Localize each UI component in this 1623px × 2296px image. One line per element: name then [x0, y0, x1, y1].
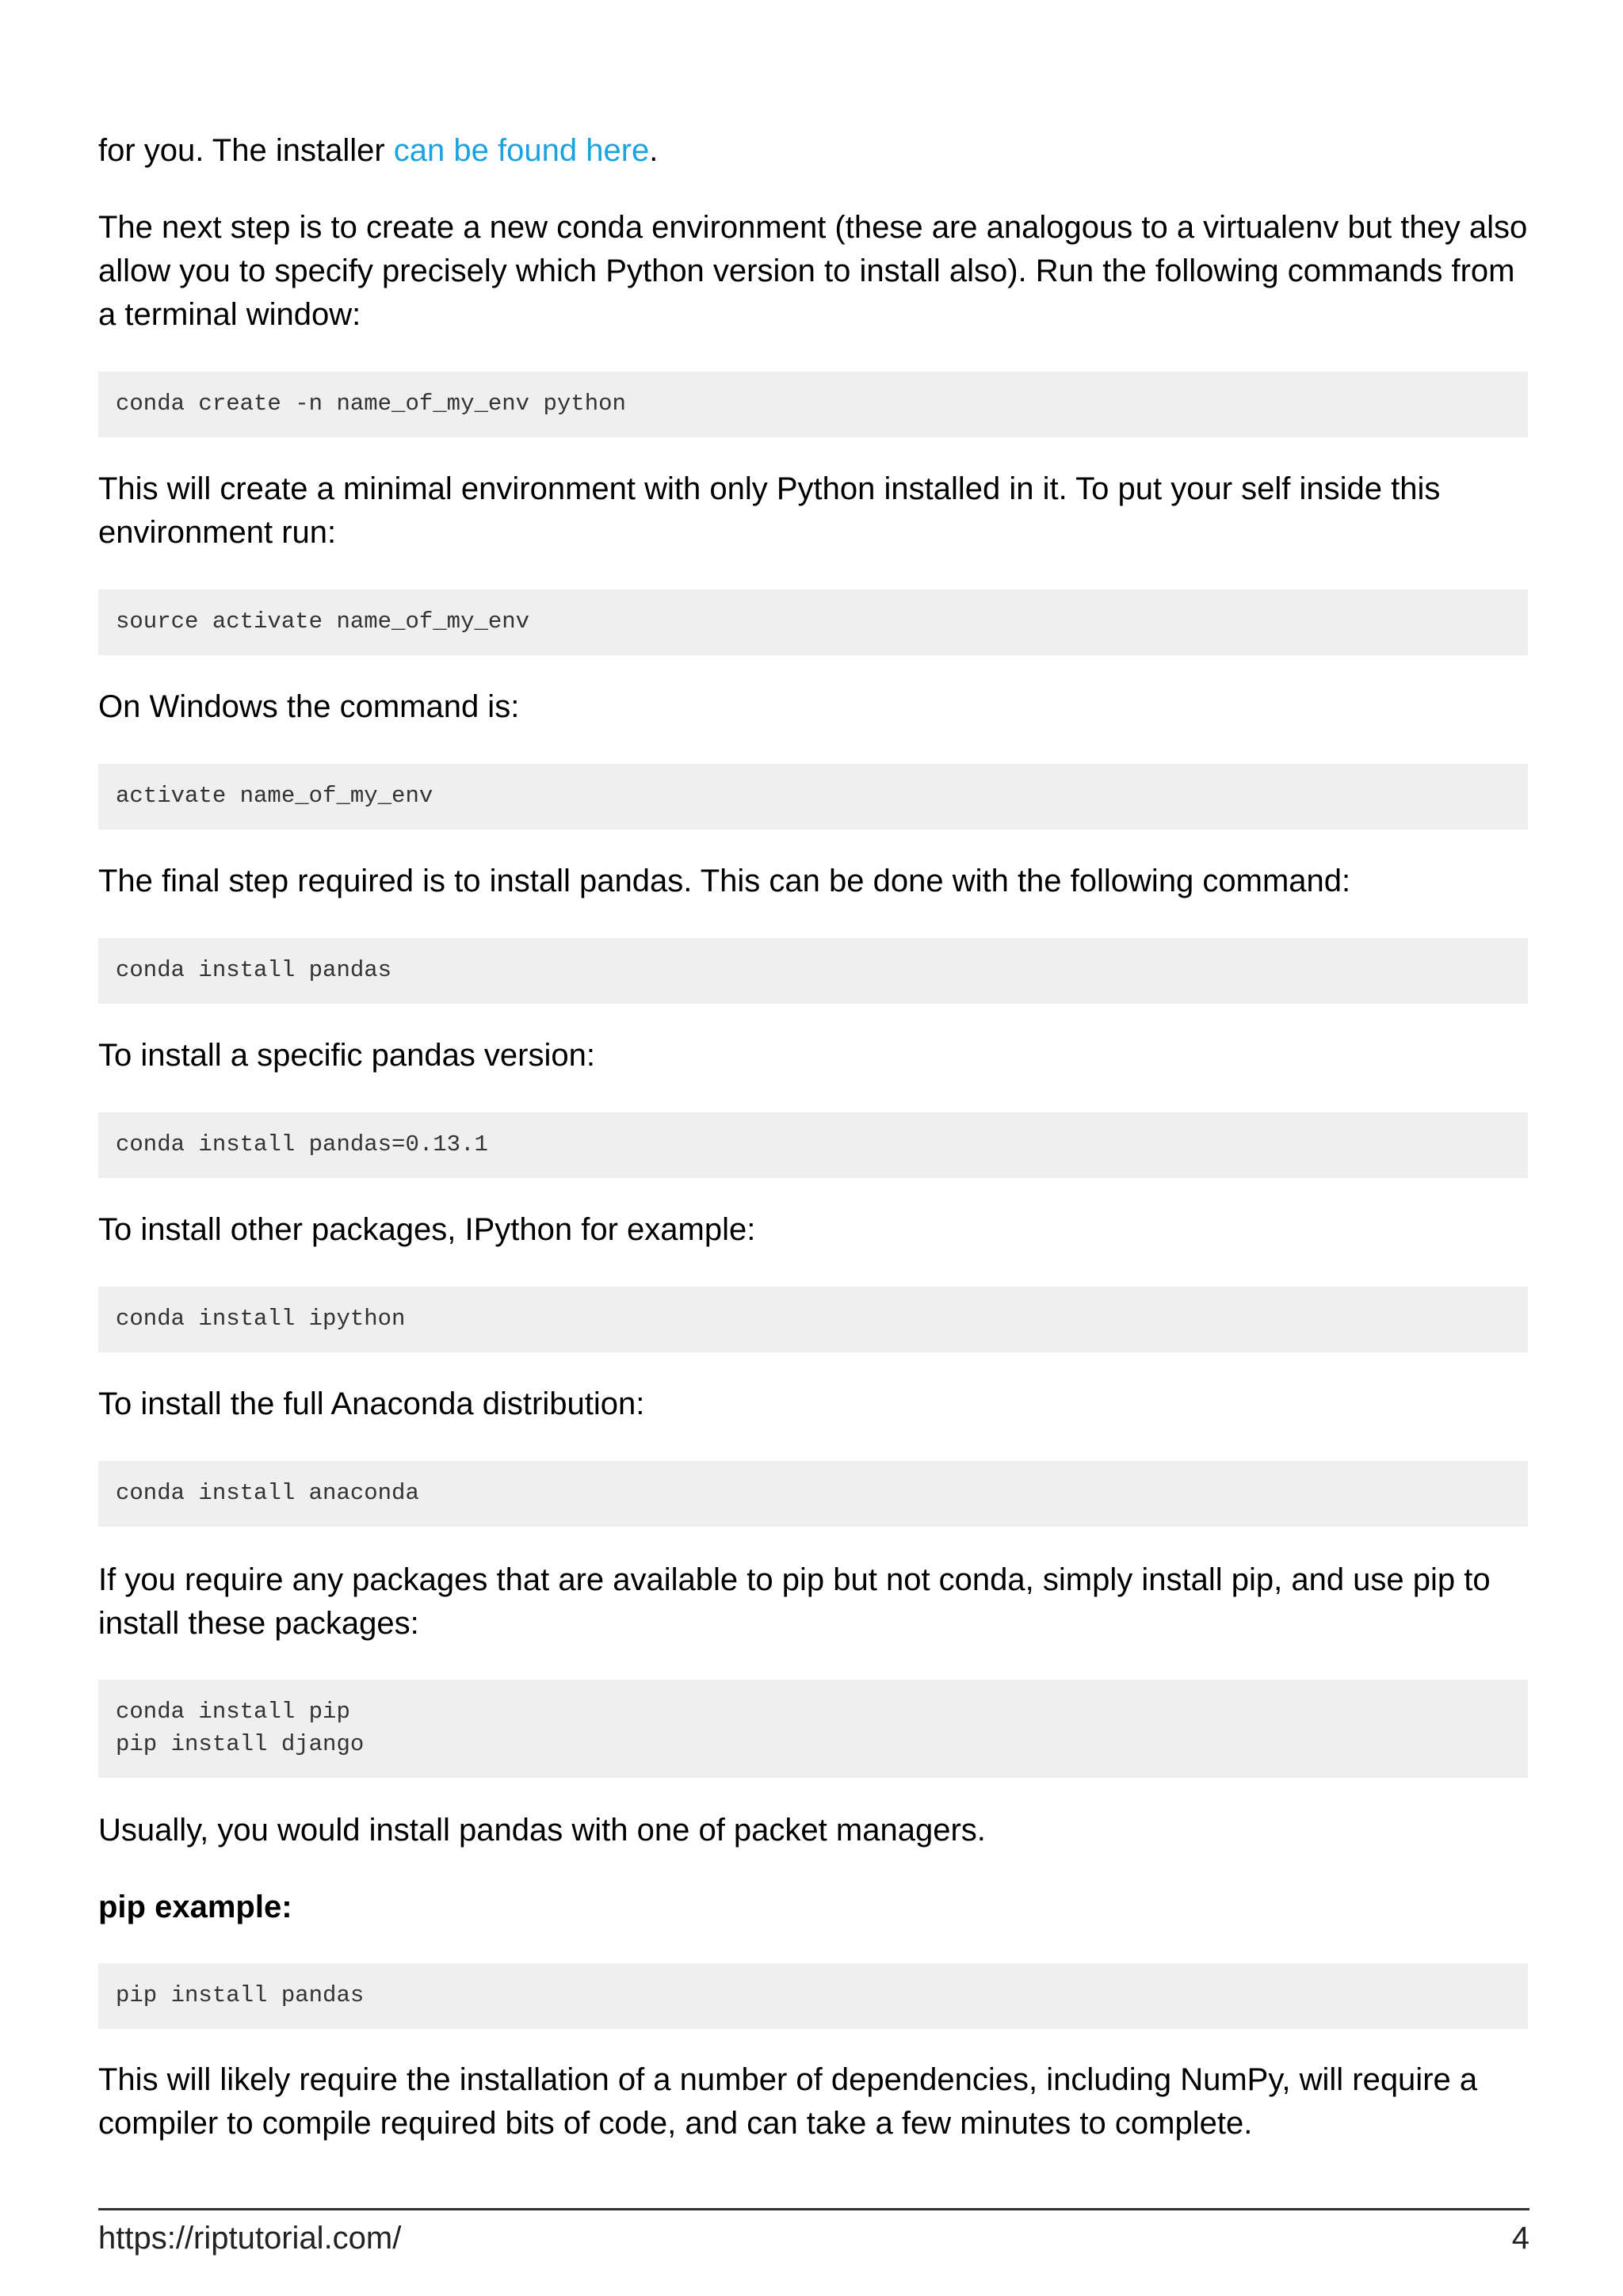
code-line: conda install pip — [116, 1699, 350, 1725]
pip-example-heading: pip example: — [98, 1890, 292, 1924]
code-block-create-env[interactable]: conda create -n name_of_my_env python — [98, 372, 1528, 437]
page-number: 4 — [1511, 2221, 1529, 2256]
intro-prefix: for you. The installer — [98, 133, 394, 168]
usually-paragraph: Usually, you would install pandas with one of packet managers. — [98, 1813, 986, 1848]
code-block-install-pandas[interactable]: conda install pandas — [98, 938, 1528, 1004]
activate-paragraph: This will create a minimal environment with only Python installed in it. To put your self inside this environment run: — [98, 471, 1441, 550]
intro-suffix: . — [649, 133, 659, 168]
code-line: pip install django — [116, 1731, 365, 1757]
code-block-activate[interactable]: source activate name_of_my_env — [98, 589, 1528, 655]
installer-link[interactable]: can be found here — [393, 133, 650, 168]
closing-paragraph: This will likely require the installation of a number of dependencies, including NumPy, will require a compiler to compile required bits of code, and can take a few minutes to complete. — [98, 2062, 1478, 2141]
code-block-install-ipython[interactable]: conda install ipython — [98, 1287, 1528, 1352]
windows-paragraph: On Windows the command is: — [98, 689, 520, 724]
pip-paragraph: If you require any packages that are available to pip but not conda, simply install pip, and use pip to install these packages: — [98, 1562, 1491, 1641]
specific-version-paragraph: To install a specific pandas version: — [98, 1038, 595, 1073]
anaconda-paragraph: To install the full Anaconda distribution: — [98, 1386, 645, 1421]
code-block-windows-activate[interactable]: activate name_of_my_env — [98, 764, 1528, 830]
code-block-install-anaconda[interactable]: conda install anaconda — [98, 1461, 1528, 1527]
code-block-pip[interactable] — [98, 1680, 1528, 1778]
footer-url[interactable]: https://riptutorial.com/ — [98, 2221, 402, 2256]
code-block-install-version[interactable]: conda install pandas=0.13.1 — [98, 1112, 1528, 1178]
intro-paragraph — [98, 129, 1528, 173]
other-packages-paragraph: To install other packages, IPython for example: — [98, 1212, 756, 1247]
code-block-pip-install-pandas[interactable]: pip install pandas — [98, 1963, 1528, 2029]
install-pandas-paragraph: The final step required is to install pandas. This can be done with the following command: — [98, 864, 1351, 898]
footer-divider — [98, 2208, 1529, 2210]
create-env-paragraph: The next step is to create a new conda environment (these are analogous to a virtualenv but they also allow you to specify precisely which Python version to install also). Run the following commands from a terminal window: — [98, 210, 1528, 332]
